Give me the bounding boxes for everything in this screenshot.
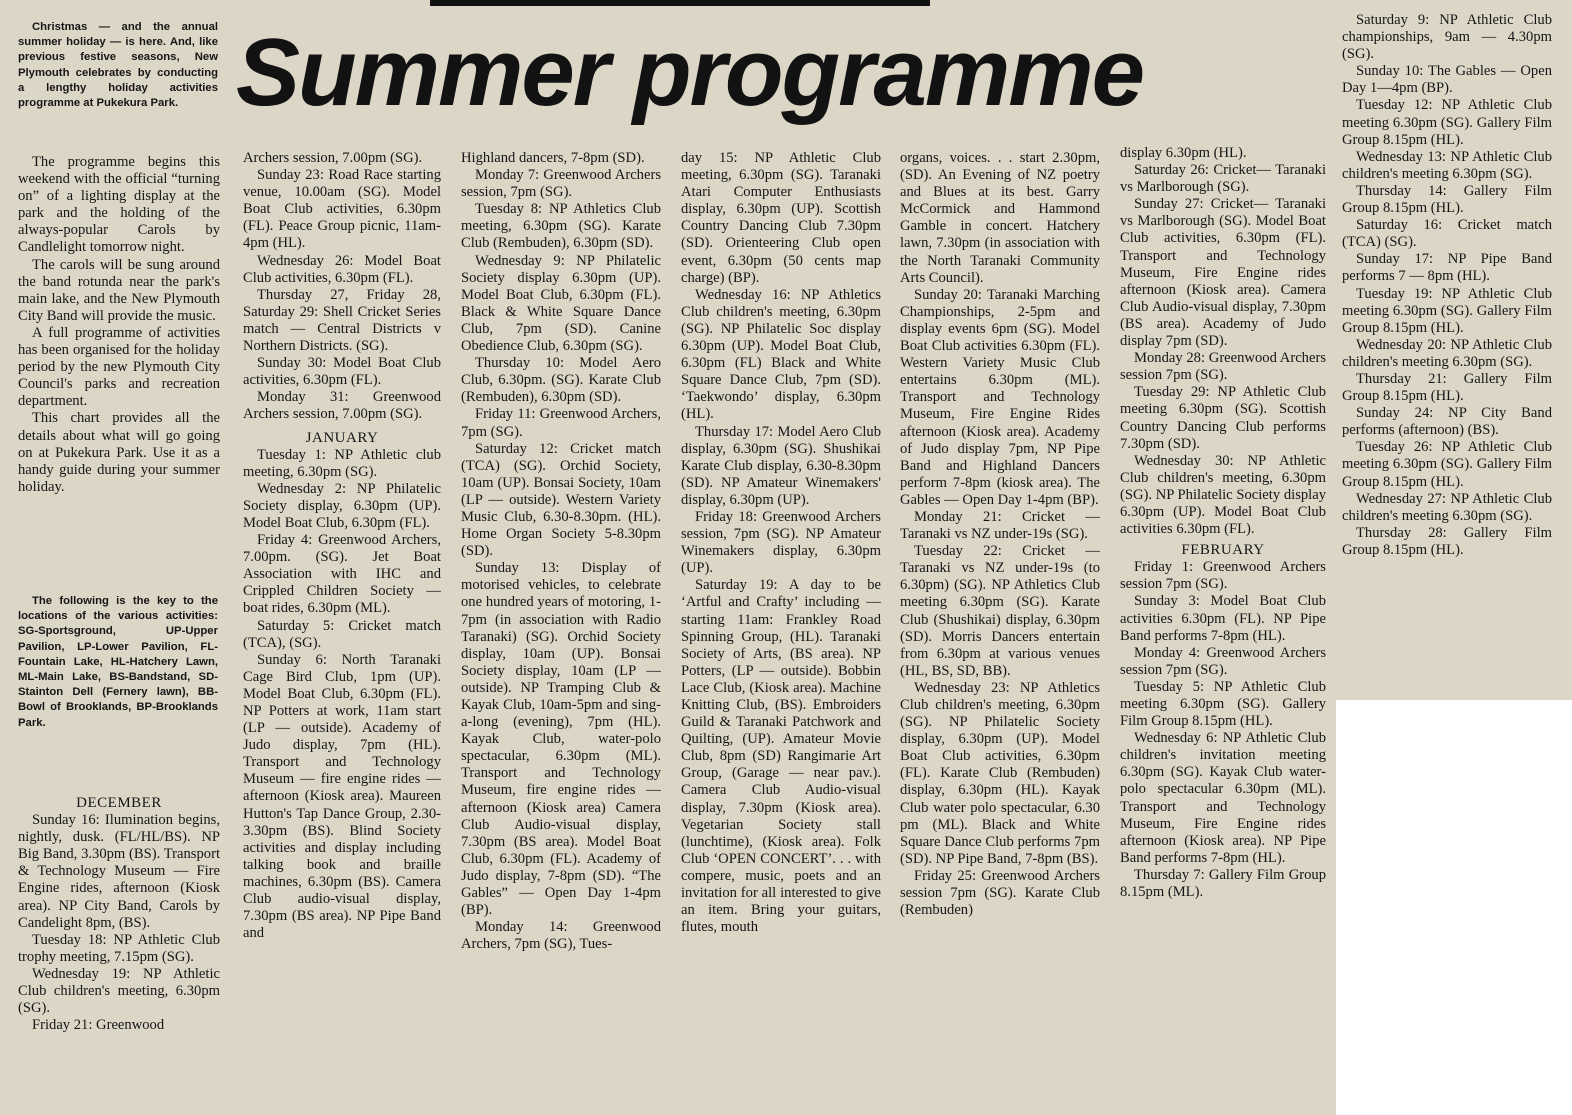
entry: Thursday 28: Gallery Film Group 8.15pm (HL). [1342, 524, 1552, 558]
entry: Tuesday 12: NP Athletic Club meeting 6.30pm (SG). Gallery Film Group 8.15pm (HL). [1342, 97, 1552, 148]
column-3 [461, 150, 661, 1115]
entry: Wednesday 30: NP Athletic Club children's meeting, 6.30pm (SG). NP Philatelic Society display 6.30pm (UP). Model Boat Club activities 6.30pm (FL). [1120, 452, 1326, 538]
column-4 [681, 150, 881, 1115]
column-december [18, 795, 220, 1115]
entry: Sunday 17: NP Pipe Band performs 7 — 8pm (HL). [1342, 251, 1552, 285]
column-2 [243, 150, 441, 1115]
entry: Wednesday 16: NP Athletics Club children's meeting, 6.30pm (SG). NP Philatelic Soc display 6.30pm (UP). Model Boat Club, 6.30pm (FL) Black and White Square Dance Club, 7pm (SD). ‘Taekwondo’ display, 6.30pm (HL). [681, 286, 881, 423]
entry: Saturday 12: Cricket match (TCA) (SG). Orchid Society, 10am (UP). Bonsai Society, 10am (LP — outside). Western Variety Music Club, 6.30-8.30pm. (HL). Home Organ Society 5-8.30pm (SD). [461, 440, 661, 560]
entry: Thursday 7: Gallery Film Group 8.15pm (ML). [1120, 866, 1326, 901]
entry: Sunday 23: Road Race starting venue, 10.00am (SG). Model Boat Club activities, 6.30pm (FL). Peace Group picnic, 11am-4pm (HL). [243, 167, 441, 252]
entry: Wednesday 23: NP Athletics Club children's meeting, 6.30pm (SG). NP Philatelic Society display, 6.30pm (UP). Model Boat Club activities, 6.30pm (FL). Karate Club (Rembuden) display, 6.30pm (HL). Kayak Club water polo spectacular, 6.30 pm (ML). Black and White Square Dance Club performs 7pm (SD). NP Pipe Band, 7-8pm (BS). [900, 679, 1100, 867]
headline: Summer programme [236, 19, 1143, 126]
top-rule [430, 0, 930, 6]
entry: Sunday 6: North Taranaki Cage Bird Club, 1pm (UP). Model Boat Club, 6.30pm (FL). NP Potters at work, 11am start (LP — outside). Academy of Judo display, 7pm (HL). Transport and Technology Museum — fire engine rides — afternoon (Kiosk area). Maureen Hutton's Tap Dance Group, 2.30-3.30pm (BS). Blind Society activities and display including talking book and braille machines, 6.30pm (BS). Camera Club audio-visual display, 7.30pm (BS area). NP Pipe Band and [243, 651, 441, 942]
entry: organs, voices. . . start 2.30pm, (SD). An Evening of NZ poetry and Blues at its best. Garry McCormick and Hammond Gamble in concert. Hatchery lawn, 7.30pm (in association with the North Taranaki Community Arts Council). [900, 150, 1100, 286]
entry: Friday 1: Greenwood Archers session 7pm (SG). [1120, 559, 1326, 593]
entry: Monday 14: Greenwood Archers, 7pm (SG), Tues- [461, 919, 661, 953]
entry: Friday 21: Greenwood [32, 1017, 165, 1034]
entry: Wednesday 19: NP Athletic Club children's meeting, 6.30pm (SG). [18, 965, 220, 1017]
entry: Archers session, 7.00pm (SG). [243, 150, 423, 166]
entry: Thursday 17: Model Aero Club display, 6.30pm (SG). Shushikai Karate Club display, 6.30-8.30pm (SD). NP Amateur Winemakers' display, 6.30pm (UP). [681, 423, 881, 508]
month-heading-december: DECEMBER [76, 795, 162, 811]
entry: Saturday 5: Cricket match (TCA), (SG). [243, 617, 441, 651]
entry: Tuesday 18: NP Athletic Club trophy meeting, 7.15pm (SG). [18, 931, 220, 965]
entry: Sunday 24: NP City Band performs (afternoon) (BS). [1342, 405, 1552, 439]
entry: Highland dancers, 7-8pm (SD). [461, 150, 645, 166]
column-intro-serif [18, 154, 220, 594]
entry: Sunday 16: Ilumination begins, nightly, dusk. (FL/HL/BS). NP Big Band, 3.30pm (BS). Transport & Technology Museum — Fire Engine rides, afternoon (Kiosk area). NP City Band, Carols by Candelight 8pm, (BS). [18, 812, 220, 931]
entry: Wednesday 6: NP Athletic Club children's invitation meeting 6.30pm (SG). Kayak Club water-polo spectacular 6.30pm (ML). Transport and Technology Museum, Fire Engine rides afternoon (Kiosk area). NP Pipe Band performs 7-8pm (HL). [1120, 730, 1326, 866]
entry: Saturday 9: NP Athletic Club championships, 9am — 4.30pm (SG). [1342, 12, 1552, 63]
entry: Sunday 3: Model Boat Club activities 6.30pm (FL). NP Pipe Band performs 7-8pm (HL). [1120, 593, 1326, 644]
entry: Sunday 13: Display of motorised vehicles, to celebrate one hundred years of motoring, 1-7pm (in association with Radio Taranaki) (SG). Orchid Society display, 10am (UP). Bonsai Society display, 10am (LP — outside). NP Tramping Club & Kayak Club, 10am-5pm and sing-a-long (evening), 7pm (HL). Kayak Club, water-polo spectacular, 6.30pm (ML). Transport and Technology Museum, fire engine rides — afternoon (Kiosk area) Camera Club Audio-visual display, 7.30pm (BS area). Model Boat Club, 6.30pm (FL). Academy of Judo display, 7-8pm (SD). “The Gables” — Open Day 1-4pm (BP). [461, 560, 661, 919]
entry: Wednesday 20: NP Athletic Club children's meeting 6.30pm (SG). [1342, 336, 1552, 370]
intro-text [18, 20, 218, 111]
entry: Saturday 26: Cricket— Taranaki vs Marlborough (SG). [1120, 162, 1326, 196]
column-7 [1342, 12, 1552, 697]
paragraph: Christmas — and the annual summer holiday — is here. And, like previous festive seasons, New Plymouth celebrates by conducting a lengthy holiday activities programme at Pukekura Park. [18, 21, 218, 110]
entry: display 6.30pm (HL). [1120, 145, 1247, 161]
paragraph: This chart provides all the details about what will go going on at Pukekura Park. Use it as a handy guide during your summer holiday. [18, 410, 220, 495]
month-heading-february: FEBRUARY [1181, 542, 1265, 559]
entry: Tuesday 26: NP Athletic Club meeting 6.30pm (SG). Gallery Film Group 8.15pm (HL). [1342, 439, 1552, 490]
entry: Sunday 30: Model Boat Club activities, 6.30pm (FL). [243, 355, 441, 389]
entry: Saturday 16: Cricket match (TCA) (SG). [1342, 217, 1552, 251]
entry: Monday 28: Greenwood Archers session 7pm (SG). [1120, 350, 1326, 384]
entry: Wednesday 27: NP Athletic Club children's meeting 6.30pm (SG). [1342, 490, 1552, 524]
entry: Friday 25: Greenwood Archers session 7pm (SG). Karate Club (Rembuden) [900, 867, 1100, 919]
entry: Tuesday 19: NP Athletic Club meeting 6.30pm (SG). Gallery Film Group 8.15pm (HL). [1342, 285, 1552, 336]
entry: Tuesday 8: NP Athletics Club meeting, 6.30pm (SG). Karate Club (Rembuden), 6.30pm (SD). [461, 201, 661, 252]
entry: Saturday 19: A day to be ‘Artful and Crafty’ including — starting 11am: Frankley Road Spinning Group, (HL). Taranaki Society of Arts, (BS area). NP Potters, (LP — outside). Bobbin Lace Club, (Kiosk area). Machine Knitting Club, (BS). Embroiders Guild & Taranaki Patchwork and Quilting, (UP). Amateur Movie Club, 8pm (SD) Rangimarie Art Group, (Garage — near pav.). Camera Club Audio-visual display, 7.30pm (Kiosk area). Vegetarian Society stall (lunchtime), (Kiosk area). Folk Club ‘OPEN CONCERT’. . . with compere, music, poets and an invitation for all interested to give an item. Bring your guitars, flutes, mouth [681, 577, 881, 936]
blank-corner [1336, 700, 1572, 1115]
entry: day 15: NP Athletic Club meeting, 6.30pm (SG). Taranaki Atari Computer Enthusiasts display, 6.30pm (UP). Scottish Country Dancing Club 7.30pm (SD). Orienteering Club open event, 6.30pm (50 cents map charge) (BP). [681, 150, 881, 286]
entry: Tuesday 1: NP Athletic club meeting, 6.30pm (SG). [243, 446, 441, 480]
entry: Friday 11: Greenwood Archers, 7pm (SG). [461, 406, 661, 440]
entry: Friday 18: Greenwood Archers session, 7pm (SG). NP Amateur Winemakers display, 6.30pm (UP). [681, 508, 881, 577]
entry: Monday 31: Greenwood Archers session, 7.00pm (SG). [243, 389, 441, 423]
key-paragraph: The following is the key to the locations of the various activities: SG-Sportsground, UP-Upper Pavilion, LP-Lower Pavilion, FL-Fountain Lake, HL-Hatchery Lawn, ML-Main Lake, BS-Bandstand, SD-Stainton Dell (Fernery lawn), BB-Bowl of Brooklands, BP-Brooklands Park. [18, 595, 218, 729]
location-key [18, 594, 218, 794]
entry: Tuesday 22: Cricket — Taranaki vs NZ under-19s (to 6.30pm) (SG). NP Athletics Club meeting 6.30pm (SG). Karate Club (Shushikai) display, 6.30pm (SD). Morris Dancers entertain from 6.30pm at various venues (HL, BS, SD, BB). [900, 543, 1100, 679]
entry: Sunday 27: Cricket— Taranaki vs Marlborough (SG). Model Boat Club activities, 6.30pm (FL). Transport and Technology Museum, Fire Engine rides afternoon (Kiosk area). Camera Club Audio-visual display, 7.30pm (BS area). Academy of Judo display 7pm (SD). [1120, 196, 1326, 350]
entry: Monday 21: Cricket — Taranaki vs NZ under-19s (SG). [900, 508, 1100, 543]
entry: Sunday 10: The Gables — Open Day 1—4pm (BP). [1342, 63, 1552, 97]
entry: Thursday 21: Gallery Film Group 8.15pm (HL). [1342, 370, 1552, 405]
entry: Wednesday 26: Model Boat Club activities, 6.30pm (FL). [243, 252, 441, 286]
entry: Tuesday 5: NP Athletic Club meeting 6.30pm (SG). Gallery Film Group 8.15pm (HL). [1120, 678, 1326, 730]
paragraph: The carols will be sung around the band rotunda near the park's main lake, and the New Plymouth City Band will provide the music. [18, 256, 220, 324]
entry: Wednesday 2: NP Philatelic Society display, 6.30pm (UP). Model Boat Club, 6.30pm (FL). [243, 480, 441, 531]
entry: Friday 4: Greenwood Archers, 7.00pm. (SG). Jet Boat Association with IHC and Crippled Children Society — boat rides, 6.30pm (ML). [243, 532, 441, 617]
entry: Tuesday 29: NP Athletic Club meeting 6.30pm (SG). Scottish Country Dancing Club performs 7.30pm (SD). [1120, 384, 1326, 452]
paragraph: The programme begins this weekend with the official “turning on” of a lighting display at the park and the holding of the always-popular Carols by Candlelight tomorrow night. [18, 154, 220, 256]
entry: Wednesday 9: NP Philatelic Society display 6.30pm (UP). Model Boat Club, 6.30pm (FL). Black & White Square Dance Club, 7pm (SD). Canine Obedience Club, 6.30pm (SG). [461, 252, 661, 355]
entry: Thursday 27, Friday 28, Saturday 29: Shell Cricket Series match — Central Districts v Northern Districts. (SG). [243, 286, 441, 355]
column-5 [900, 150, 1100, 1115]
entry: Wednesday 13: NP Athletic Club children's meeting 6.30pm (SG). [1342, 148, 1552, 182]
column-6 [1120, 145, 1326, 1115]
entry: Monday 4: Greenwood Archers session 7pm (SG). [1120, 644, 1326, 678]
paragraph: A full programme of activities has been organised for the holiday period by the new Plymouth City Council's parks and recreation department. [18, 324, 220, 410]
month-heading-january: JANUARY [305, 429, 379, 446]
entry: Sunday 20: Taranaki Marching Championships, 2-5pm and display events 6pm (SG). Model Boat Club activities 6.30pm (FL). Western Variety Music Club entertains 6.30pm (ML). Transport and Technology Museum, Fire Engine Rides afternoon (Kiosk area). Academy of Judo display 7pm, NP Pipe Band and Highland Dancers perform 7-8pm (kiosk area). The Gables — Open Day 1-4pm (BP). [900, 286, 1100, 508]
entry: Thursday 14: Gallery Film Group 8.15pm (HL). [1342, 182, 1552, 217]
entry: Thursday 10: Model Aero Club, 6.30pm. (SG). Karate Club (Rembuden), 6.30pm (SD). [461, 355, 661, 406]
entry: Monday 7: Greenwood Archers session, 7pm (SG). [461, 167, 661, 201]
